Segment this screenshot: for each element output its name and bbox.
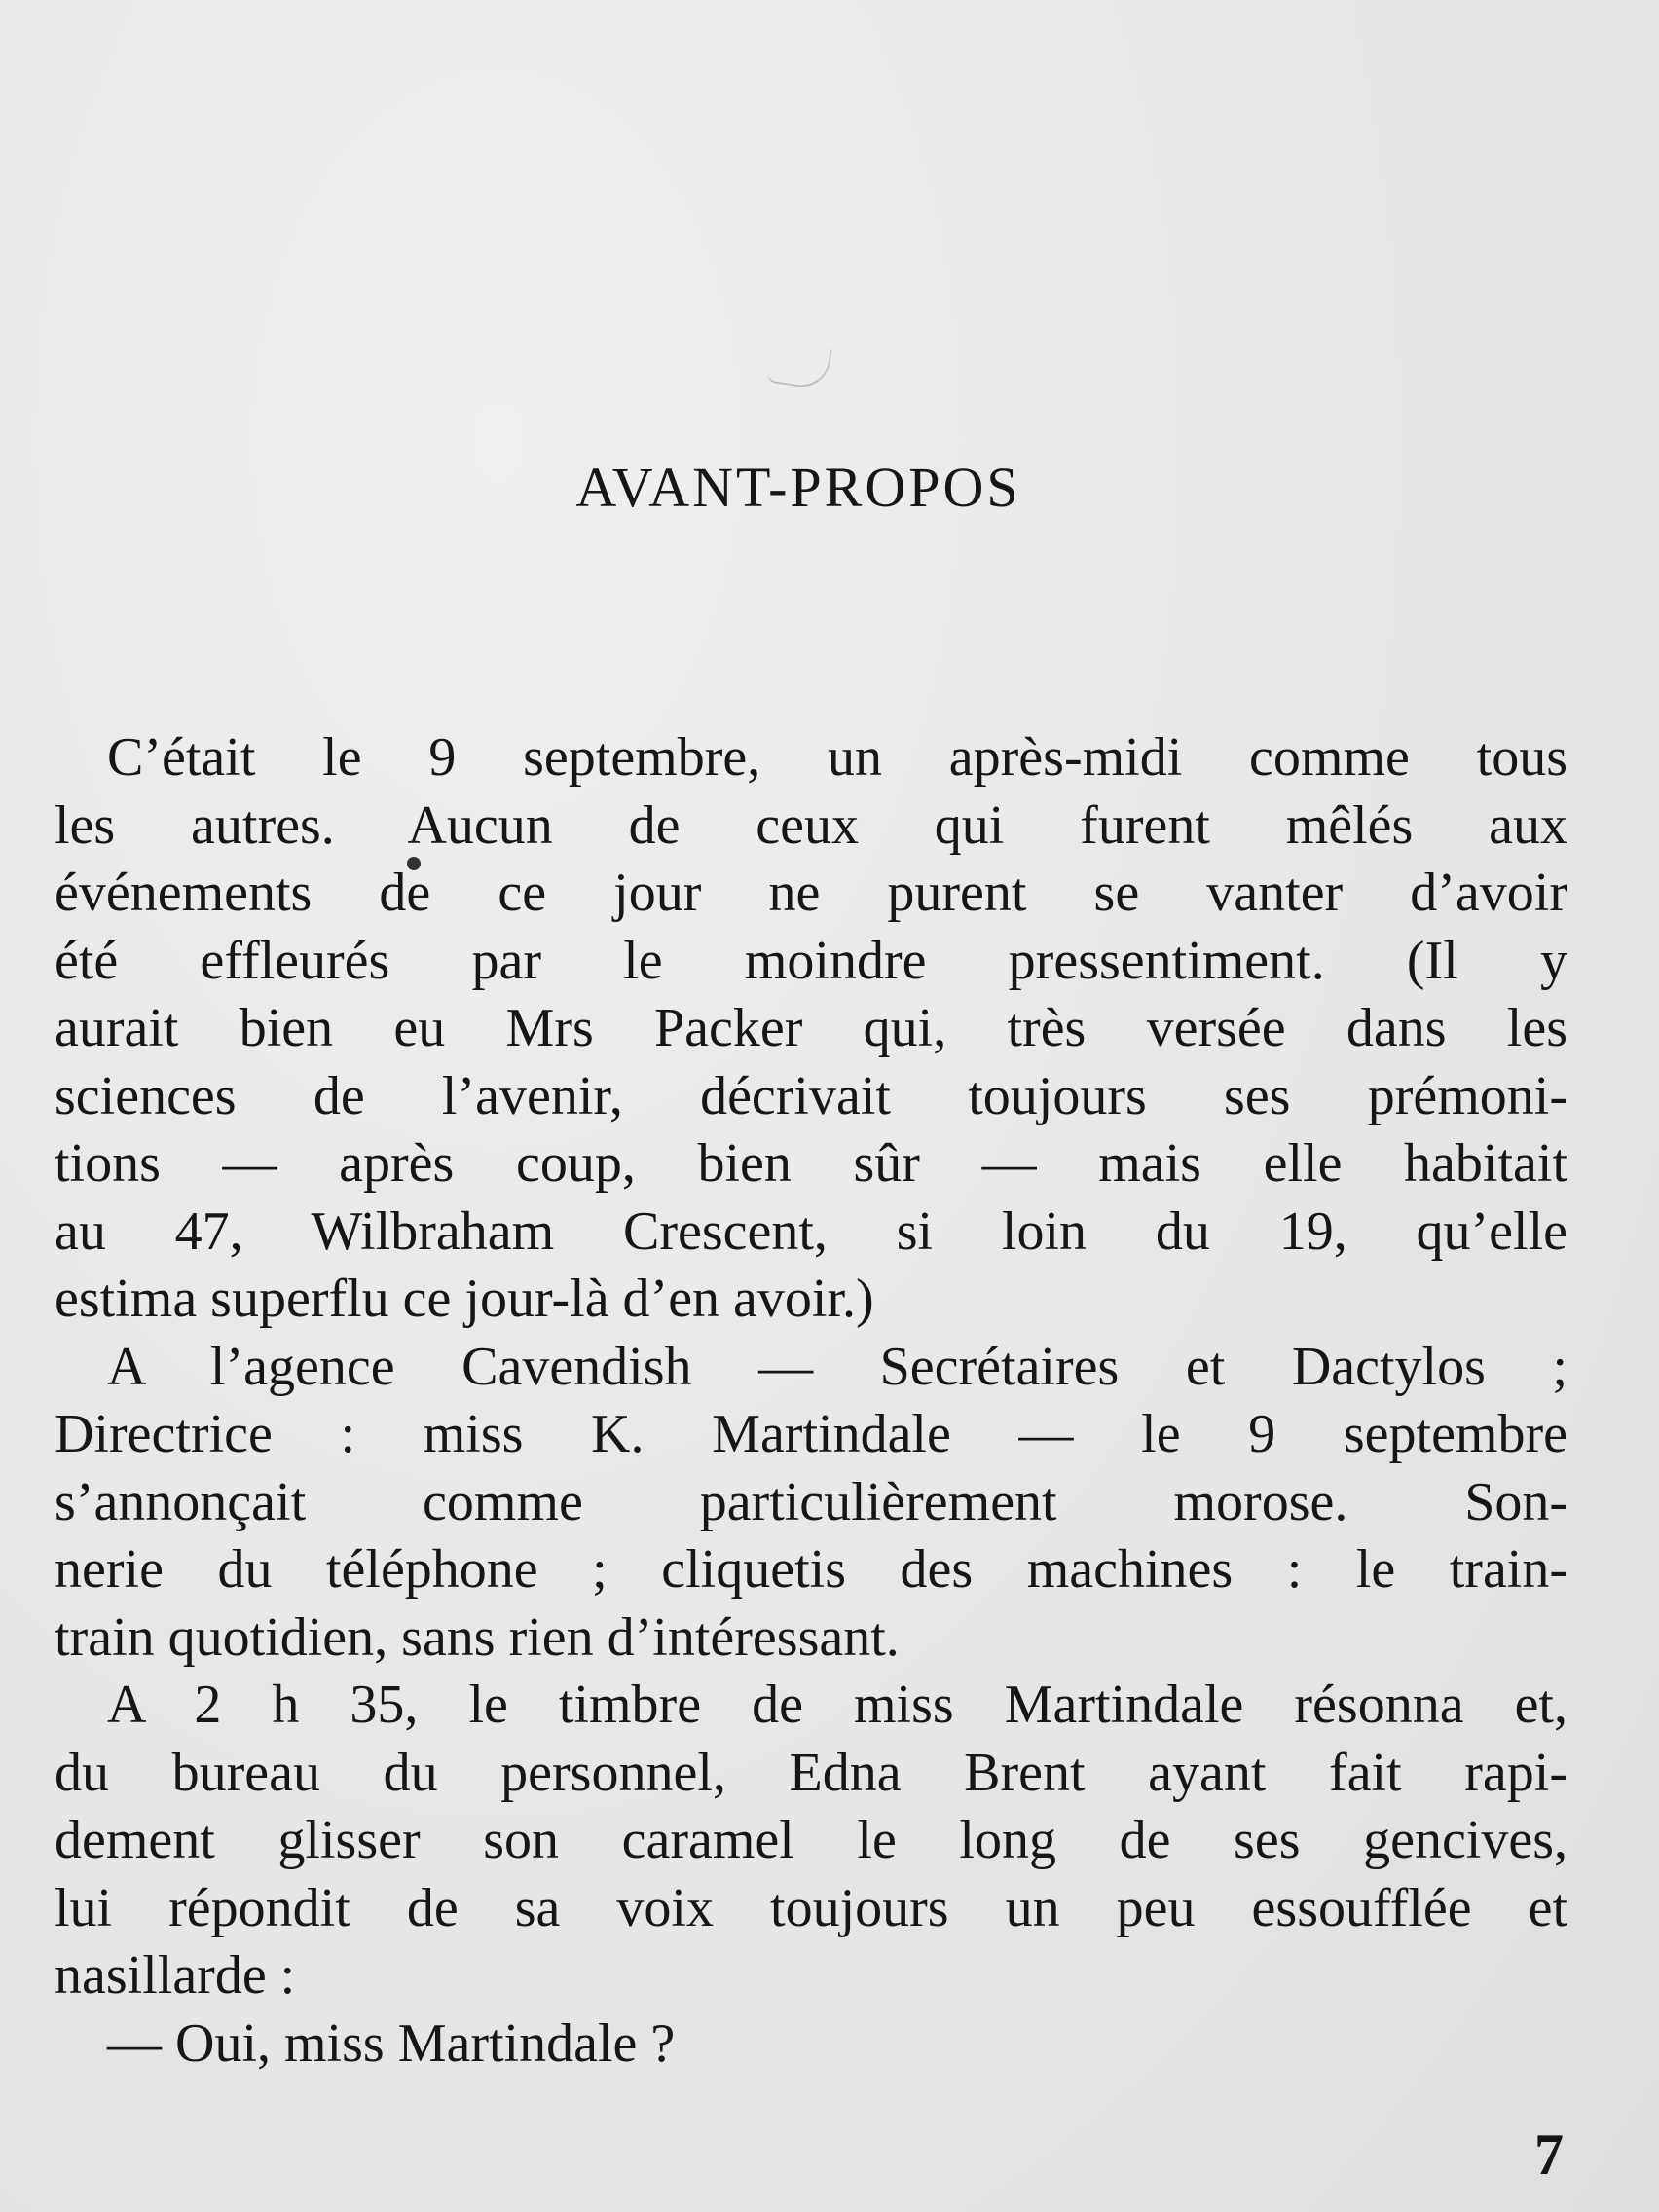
text-line: sciences de l’avenir, décrivait toujours ses prémoni- (55, 1065, 1567, 1126)
text-line: les autres. Aucun de ceux qui furent mêlés aux (55, 794, 1567, 856)
paragraph-2 (55, 1334, 1567, 1673)
text-line: tions — après coup, bien sûr — mais elle habitait (55, 1133, 1567, 1194)
text-line: dement glisser son caramel le long de ses gencives, (55, 1810, 1567, 1870)
paragraph-4 (55, 2010, 1567, 2079)
paragraph-1 (55, 724, 1567, 1334)
text-line: A 2 h 35, le timbre de miss Martindale résonna et, (107, 1675, 1567, 1735)
chapter-title: AVANT-PROPOS (575, 456, 1021, 519)
paragraph-3 (55, 1672, 1567, 2010)
text-line: estima superflu ce jour-là d’en avoir.) (55, 1269, 874, 1329)
body-text (55, 724, 1567, 2078)
pencil-mark (766, 342, 831, 390)
text-line: C’était le 9 septembre, un après-midi comme tous (107, 727, 1567, 788)
text-line: du bureau du personnel, Edna Brent ayant fait rapi- (55, 1742, 1567, 1803)
page-number: 7 (1534, 2122, 1564, 2187)
text-line: nerie du téléphone ; cliquetis des machines : le train- (55, 1539, 1567, 1600)
text-line: lui répondit de sa voix toujours un peu essoufflée et (55, 1877, 1567, 1938)
text-line: nasillarde : (55, 1945, 296, 2006)
text-line: été effleurés par le moindre pressentiment. (Il y (55, 930, 1567, 991)
text-line: train quotidien, sans rien d’intéressant. (55, 1606, 900, 1668)
text-line: événements de ce jour ne purent se vanter d’avoir (55, 863, 1567, 923)
text-line: A l’agence Cavendish — Secrétaires et Dactylos ; (107, 1336, 1567, 1397)
text-line: aurait bien eu Mrs Packer qui, très versée dans les (55, 998, 1567, 1058)
dialogue-line: — Oui, miss Martindale ? (107, 2012, 676, 2074)
text-line: au 47, Wilbraham Crescent, si loin du 19, qu’elle (55, 1200, 1567, 1262)
text-line: s’annonçait comme particulièrement morose. Son- (55, 1471, 1567, 1532)
text-line: Directrice : miss K. Martindale — le 9 septembre (55, 1404, 1567, 1464)
